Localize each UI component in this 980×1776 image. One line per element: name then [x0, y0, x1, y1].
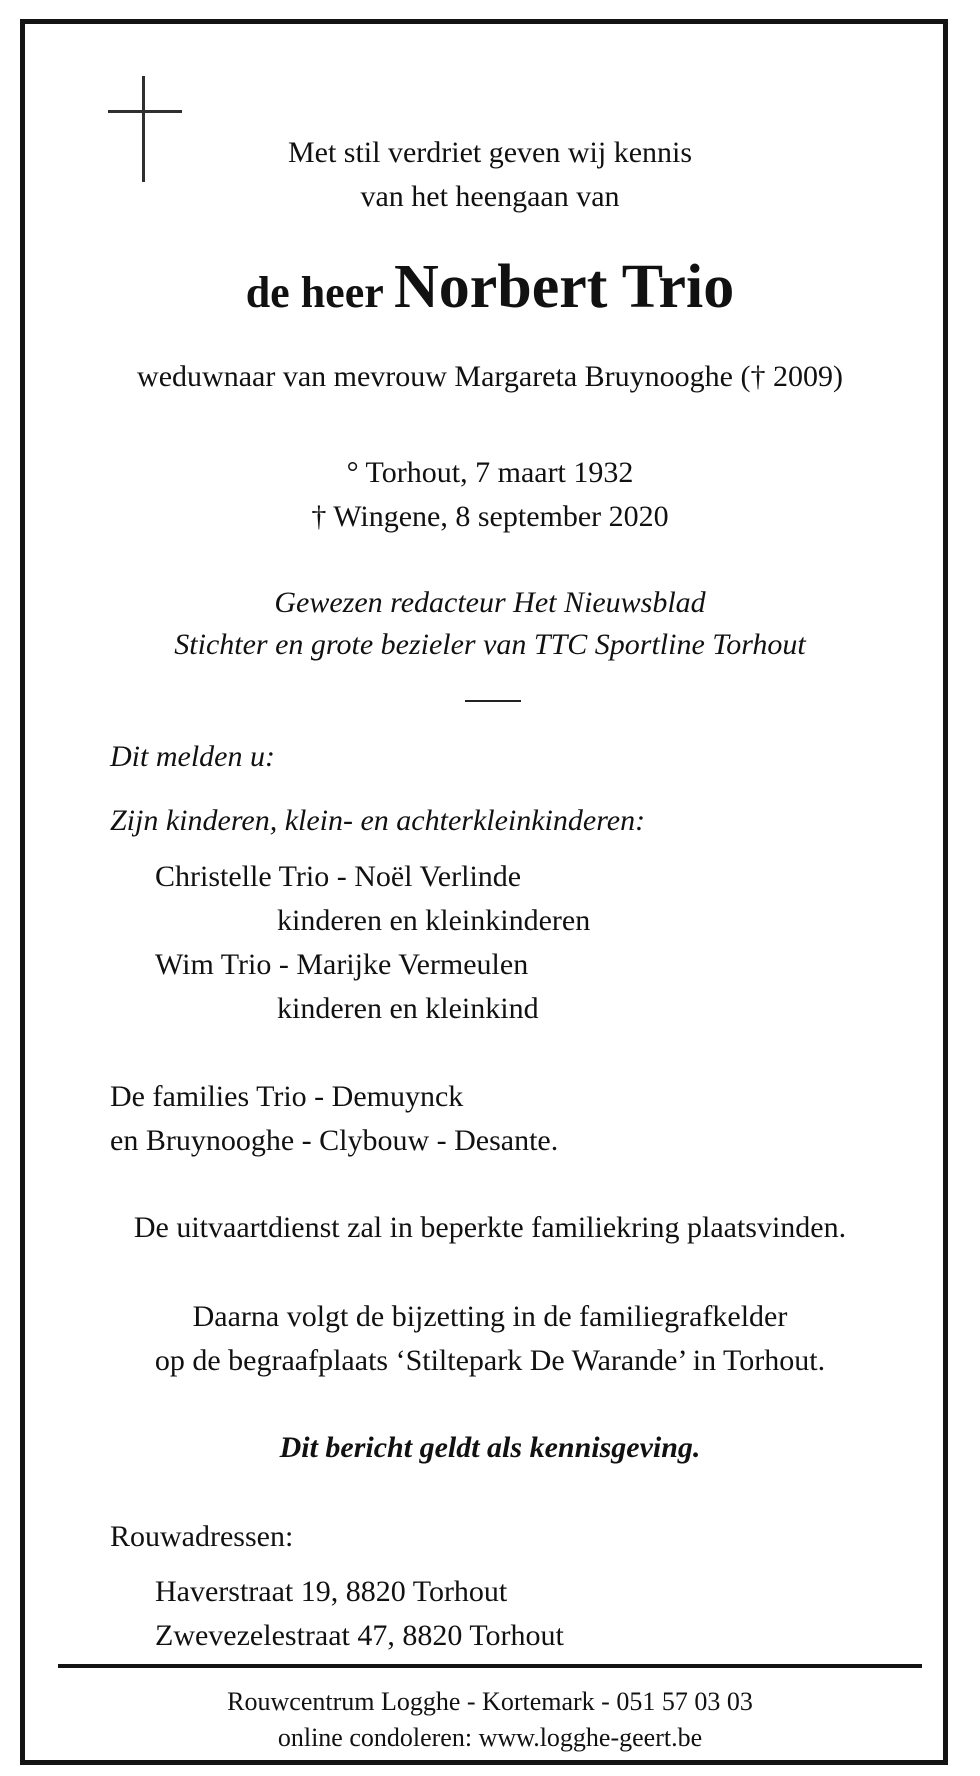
role-line-2: Stichter en grote bezieler van TTC Sportline Torhout — [174, 628, 806, 661]
addresses-heading: Rouwadressen: — [110, 1520, 294, 1553]
burial-line-2: op de begraafplaats ‘Stiltepark De Warande’ in Torhout. — [154, 1344, 826, 1377]
families-line-1: De families Trio - Demuynck — [110, 1080, 464, 1113]
title-prefix: de heer — [245, 268, 383, 317]
funeral-line: De uitvaartdienst zal in beperkte familiekring plaatsvinden. — [133, 1211, 847, 1244]
child-descendants-1: kinderen en kleinkinderen — [277, 904, 591, 937]
notice-line: Dit bericht geldt als kennisgeving. — [279, 1431, 701, 1464]
child-names-2: Wim Trio - Marijke Vermeulen — [155, 948, 529, 981]
footer-rule — [58, 1664, 922, 1668]
address-2: Zwevezelestraat 47, 8820 Torhout — [155, 1619, 564, 1652]
family-heading: Dit melden u: — [110, 740, 275, 773]
cross-icon-horizontal — [108, 110, 182, 113]
condolences-line: online condoleren: www.logghe-geert.be — [277, 1723, 703, 1752]
deceased-name: Norbert Trio — [393, 253, 735, 321]
spouse-line: weduwnaar van mevrouw Margareta Bruynooghe († 2009) — [137, 360, 843, 393]
intro-line-2: van het heengaan van — [360, 180, 620, 213]
undertaker-line: Rouwcentrum Logghe - Kortemark - 051 57 03 03 — [227, 1687, 753, 1716]
address-1: Haverstraat 19, 8820 Torhout — [155, 1575, 508, 1608]
role-line-1: Gewezen redacteur Het Nieuwsblad — [274, 586, 706, 619]
deceased-title — [0, 252, 980, 328]
death-line: † Wingene, 8 september 2020 — [311, 500, 669, 533]
child-descendants-2: kinderen en kleinkind — [277, 992, 539, 1025]
intro-line-1: Met stil verdriet geven wij kennis — [287, 136, 693, 169]
families-line-2: en Bruynooghe - Clybouw - Desante. — [110, 1124, 559, 1157]
child-names-1: Christelle Trio - Noël Verlinde — [155, 860, 522, 893]
separator-dash — [465, 700, 521, 702]
burial-line-1: Daarna volgt de bijzetting in de familiegrafkelder — [192, 1300, 788, 1333]
birth-line: ° Torhout, 7 maart 1932 — [346, 456, 634, 489]
children-heading: Zijn kinderen, klein- en achterkleinkinderen: — [110, 804, 646, 837]
